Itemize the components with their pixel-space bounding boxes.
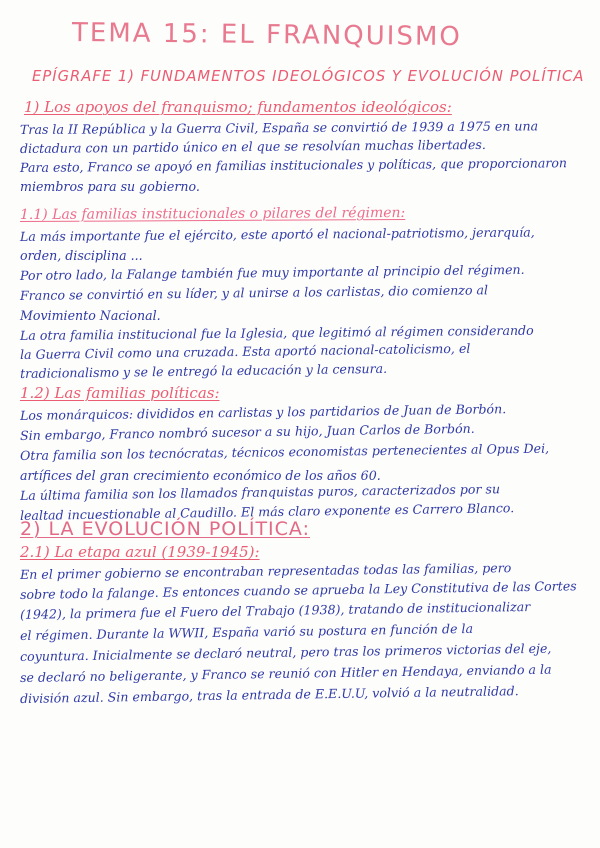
text-line: Franco se convirtió en su líder, y al unirse a los carlistas, dio comienzo al [19, 282, 489, 303]
text-line: el régimen. Durante la WWII, España varió su postura en función de la [19, 620, 474, 643]
text-line: artífices del gran crecimiento económico de los años 60. [20, 468, 381, 483]
text-line: la Guerra Civil como una cruzada. Esta aportó nacional-catolicismo, el [19, 340, 471, 362]
text-line: Por otro lado, la Falange también fue muy importante al principio del régimen. [19, 261, 525, 283]
section-2-heading: 2) LA EVOLUCIÓN POLÍTICA: [20, 518, 310, 540]
text-line: tradicionalismo y se le entregó la educación y la censura. [19, 360, 388, 381]
section-2-1-heading: 2.1) La etapa azul (1939-1945): [20, 543, 260, 561]
text-line: Movimiento Nacional. [20, 308, 161, 323]
text-line: Otra familia son los tecnócratas, técnicos economistas pertenecientes al Opus Dei, [19, 440, 550, 463]
text-line: miembros para su gobierno. [20, 179, 200, 194]
text-line: En el primer gobierno se encontraban representadas todas las familias, pero [19, 560, 512, 582]
section-1-heading: 1) Los apoyos del franquismo; fundamentos ideológicos: [24, 98, 452, 116]
epigraph-heading: EPÍGRAFE 1) FUNDAMENTOS IDEOLÓGICOS Y EVOLUCIÓN POLÍTICA [32, 68, 585, 85]
text-line: (1942), la primera fue el Fuero del Trabajo (1938), tratando de institucionalizar [19, 598, 531, 622]
text-line: coyuntura. Inicialmente se declaró neutral, pero tras los primeros victorias del eje, [19, 640, 552, 664]
section-1-2-heading: 1.2) Las familias políticas: [20, 384, 220, 402]
text-line: orden, disciplina ... [20, 248, 143, 263]
text-line: división azul. Sin embargo, tras la entrada de E.E.U.U, volvió a la neutralidad. [19, 683, 519, 706]
text-line: Sin embargo, Franco nombró sucesor a su hijo, Juan Carlos de Borbón. [19, 420, 475, 443]
text-line: lealtad incuestionable al Caudillo. El más claro exponente es Carrero Blanco. [19, 500, 515, 523]
section-1-1-heading: 1.1) Las familias institucionales o pilares del régimen: [19, 204, 406, 224]
text-line: La otra familia institucional fue la Iglesia, que legitimó al régimen considerando [19, 322, 534, 343]
text-line: dictadura con un partido único en el que se resolvían muchas libertades. [19, 136, 486, 156]
text-line: se declaró no beligerante, y Franco se reunió con Hitler en Hendaya, enviando a la [19, 661, 552, 685]
text-line: Tras la II República y la Guerra Civil, España se convirtió de 1939 a 1975 en una [19, 118, 539, 137]
text-line: Los monárquicos: divididos en carlistas y los partidarios de Juan de Borbón. [19, 401, 507, 423]
text-line: La última familia son los llamados franquistas puros, caracterizados por su [19, 481, 501, 503]
page-title: TEMA 15: EL FRANQUISMO [71, 18, 462, 53]
text-line: sobre todo la falange. Es entonces cuando se aprueba la Ley Constitutiva de las Cortes [19, 578, 577, 602]
text-line: Para esto, Franco se apoyó en familias institucionales y políticas, que proporcionaron [19, 155, 568, 175]
text-line: La más importante fue el ejército, este aportó el nacional-patriotismo, jerarquía, [19, 224, 535, 244]
